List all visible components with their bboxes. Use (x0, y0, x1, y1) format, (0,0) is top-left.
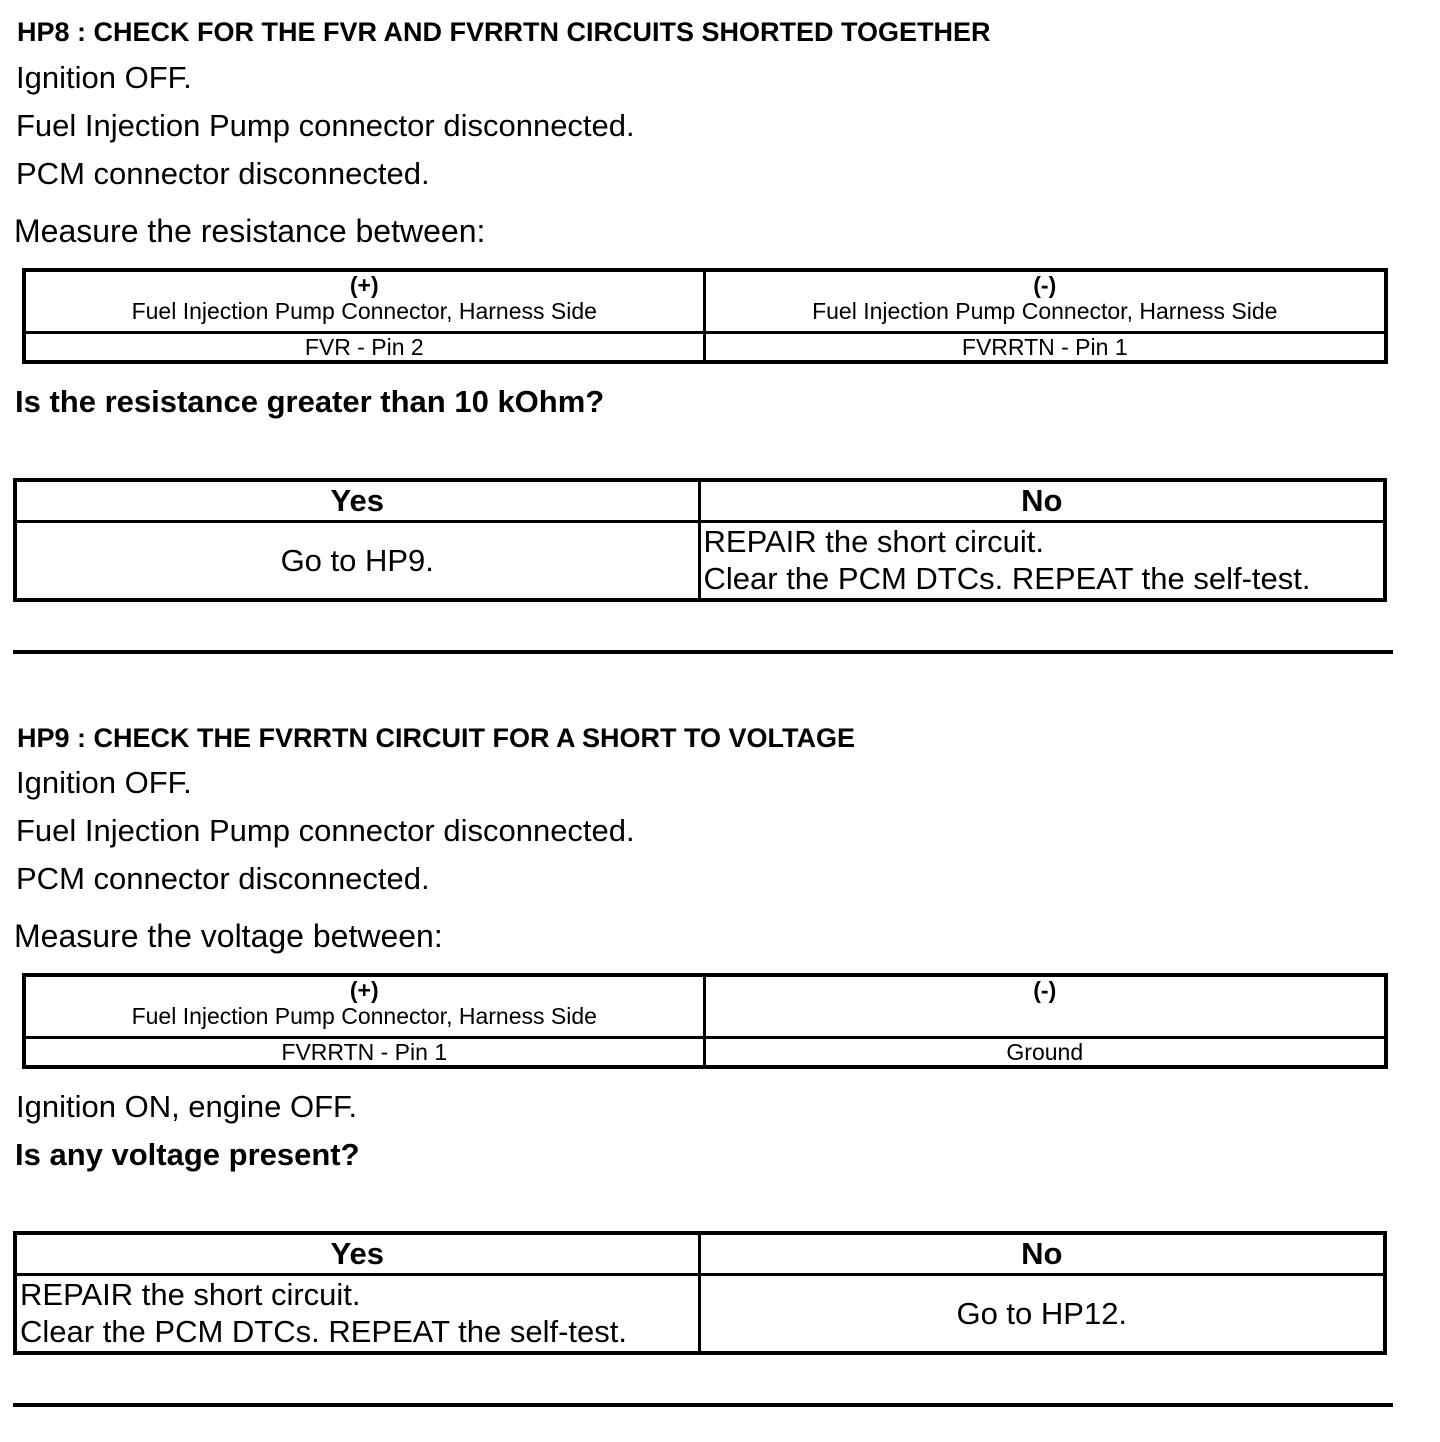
positive-label: Fuel Injection Pump Connector, Harness Side (131, 1003, 597, 1029)
hp9-positive-header (24, 975, 704, 1037)
hp8-step-pump-connector: Fuel Injection Pump connector disconnected. (16, 108, 635, 143)
hp8-step-pcm-connector: PCM connector disconnected. (16, 156, 430, 191)
hp9-result-table (13, 1231, 1387, 1355)
hp9-step-pcm-connector: PCM connector disconnected. (16, 861, 430, 896)
hp9-post-step: Ignition ON, engine OFF. (16, 1089, 358, 1124)
hp8-no-header: No (699, 480, 1385, 522)
hp9-negative-value: Ground (704, 1037, 1386, 1067)
hp9-step-pump-connector: Fuel Injection Pump connector disconnected. (16, 813, 635, 848)
positive-sign: (+) (349, 977, 379, 1003)
hp8-result-table (13, 478, 1387, 602)
hp9-no-action: Go to HP12. (699, 1275, 1385, 1353)
hp8-no-line-2: Clear the PCM DTCs. REPEAT the self-test. (703, 561, 1311, 597)
negative-sign: (-) (1033, 272, 1057, 298)
positive-sign: (+) (349, 272, 379, 298)
hp9-negative-header (704, 975, 1386, 1037)
hp9-no-header: No (699, 1233, 1385, 1275)
hp8-measurement-table (22, 268, 1388, 364)
hp9-yes-line-1: REPAIR the short circuit. (20, 1277, 361, 1313)
hp8-negative-header (704, 270, 1386, 332)
hp8-negative-value: FVRRTN - Pin 1 (704, 332, 1386, 362)
hp8-measure-instruction: Measure the resistance between: (14, 213, 486, 249)
hp8-no-action (699, 522, 1385, 600)
hp8-yes-action: Go to HP9. (15, 522, 699, 600)
section-divider (13, 650, 1393, 654)
hp9-measurement-table (22, 973, 1388, 1069)
hp9-yes-header: Yes (15, 1233, 699, 1275)
bottom-divider (13, 1403, 1393, 1407)
hp9-question: Is any voltage present? (15, 1137, 360, 1172)
hp9-step-ignition: Ignition OFF. (16, 765, 192, 800)
hp9-yes-line-2: Clear the PCM DTCs. REPEAT the self-test. (20, 1314, 627, 1350)
hp9-yes-action (15, 1275, 699, 1353)
hp8-title: HP8 : CHECK FOR THE FVR AND FVRRTN CIRCUITS SHORTED TOGETHER (17, 17, 991, 47)
hp9-measure-instruction: Measure the voltage between: (14, 918, 443, 954)
hp8-positive-header (24, 270, 704, 332)
hp8-question: Is the resistance greater than 10 kOhm? (15, 384, 605, 419)
hp9-title: HP9 : CHECK THE FVRRTN CIRCUIT FOR A SHORT TO VOLTAGE (17, 723, 856, 753)
negative-label: Fuel Injection Pump Connector, Harness Side (812, 298, 1278, 324)
hp8-step-ignition: Ignition OFF. (16, 60, 192, 95)
positive-label: Fuel Injection Pump Connector, Harness Side (131, 298, 597, 324)
hp8-yes-header: Yes (15, 480, 699, 522)
hp8-no-line-1: REPAIR the short circuit. (703, 524, 1045, 560)
hp9-positive-value: FVRRTN - Pin 1 (24, 1037, 704, 1067)
negative-sign: (-) (1033, 977, 1057, 1003)
hp8-positive-value: FVR - Pin 2 (24, 332, 704, 362)
